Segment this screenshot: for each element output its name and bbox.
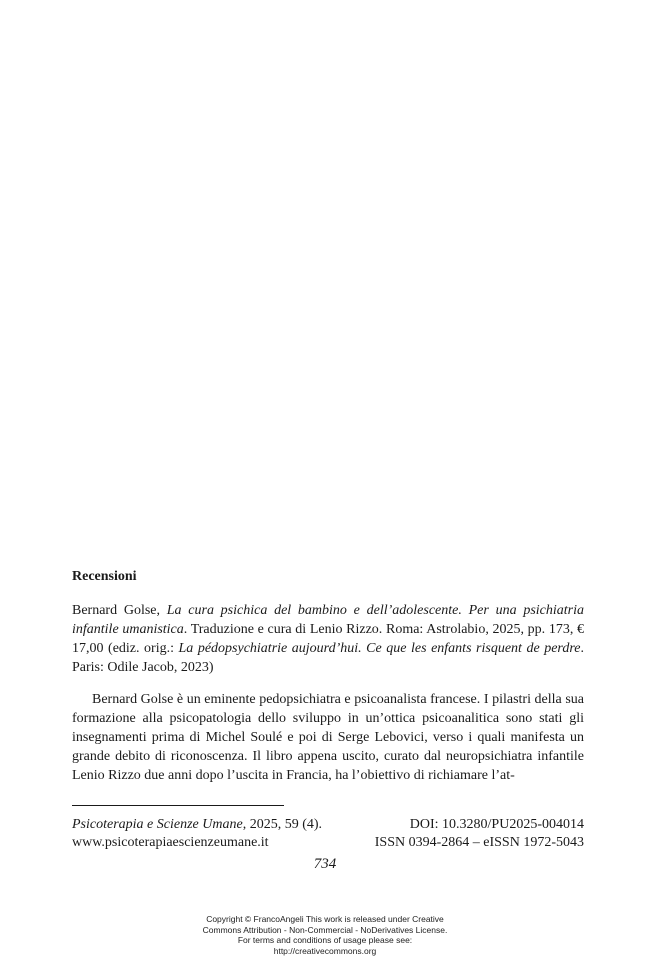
journal-info bbox=[72, 816, 322, 852]
license-url[interactable]: http://creativecommons.org bbox=[273, 945, 377, 956]
review-body-paragraph: Bernard Golse è un eminente pedopsichiatra e psicoanalista francese. I pilastri della sua formazione alla psicopatologia dello sviluppo in un’ottica psicoanalitica sono stati gli insegnamenti prima di Michel Soulé e poi di Serge Lebovici, verso i quali manifesta un grande debito di riconoscenza. Il libro appena uscito, curato dal neuropsichiatra infantile Lenio Rizzo due anni dopo l’uscita in Francia, ha l’obiettivo di richiamare l’at- bbox=[72, 692, 584, 783]
review-citation bbox=[72, 601, 584, 677]
issn: ISSN 0394-2864 – eISSN 1972-5043 bbox=[374, 835, 584, 850]
doi: DOI: 10.3280/PU2025-004014 bbox=[409, 817, 584, 832]
journal-issue: , 2025, 59 (4). bbox=[242, 817, 323, 832]
journal-name: Psicoterapia e Scienze Umane bbox=[72, 817, 243, 832]
review-details: . Traduzione e cura di Lenio Rizzo. Roma: Astrolabio, 2025, pp. 173, € 17,00 (ediz. orig.: bbox=[72, 622, 584, 656]
review-publisher: . Paris: Odile Jacob, 2023) bbox=[72, 641, 584, 675]
review-title-french: La pédopsychiatrie aujourd’hui. Ce que les enfants risquent de perdre bbox=[178, 641, 581, 656]
section-heading: Recensioni bbox=[72, 569, 137, 584]
page-number: 734 bbox=[313, 856, 337, 872]
license-line: Commons Attribution - Non-Commercial - NoDerivatives License. bbox=[202, 924, 448, 935]
identifier-info bbox=[375, 816, 584, 852]
terms-line: For terms and conditions of usage please see: bbox=[237, 935, 413, 945]
review-author: Bernard Golse, bbox=[72, 603, 167, 618]
copyright-notice bbox=[0, 914, 650, 956]
journal-website[interactable]: www.psicoterapiaescienzeumane.it bbox=[72, 835, 269, 850]
copyright-line: Copyright © FrancoAngeli This work is released under Creative bbox=[206, 914, 444, 924]
journal-citation bbox=[72, 816, 322, 834]
review-title-italian: La cura psichica del bambino e dell’adolescente. Per una psichiatria infantile umanistica bbox=[72, 603, 584, 637]
footer-divider bbox=[72, 805, 284, 806]
